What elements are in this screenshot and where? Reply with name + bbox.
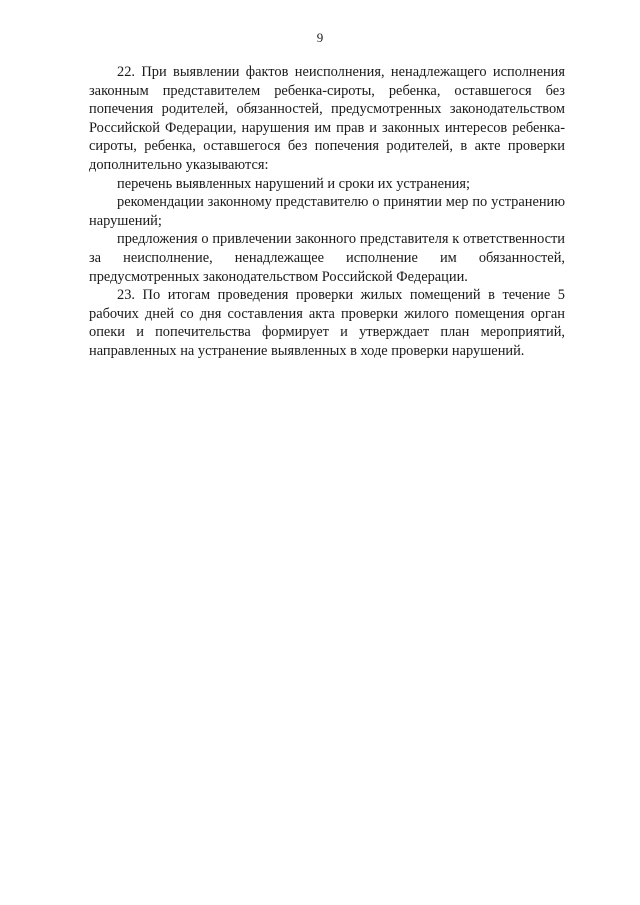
paragraph-liability-proposals: предложения о привлечении законного представителя к ответственности за неисполнение, ненадлежащее исполнение им обязанностей, предусмотренных законодательством Российской Федерации.: [89, 231, 565, 285]
paragraph-23: 23. По итогам проведения проверки жилых помещений в течение 5 рабочих дней со дня составления акта проверки жилого помещения орган опеки и попечительства формирует и утверждает план мероприятий, направленных на устранение выявленных в ходе проверки нарушений.: [89, 287, 565, 359]
paragraph-violations-list: перечень выявленных нарушений и сроки их устранения;: [117, 175, 470, 192]
page-number: 9: [316, 30, 324, 45]
document-body: [89, 63, 565, 361]
paragraph-recommendations: рекомендации законному представителю о принятии мер по устранению нарушений;: [89, 194, 565, 229]
paragraph-22: 22. При выявлении фактов неисполнения, ненадлежащего исполнения законным представителем ребенка-сироты, ребенка, оставшегося без попечения родителей, обязанностей, предусмотренных законодательством Российской Федерации, нарушения им прав и законных интересов ребенка-сироты, ребенка, оставшегося без попечения родителей, в акте проверки дополнительно указываются:: [89, 64, 565, 173]
